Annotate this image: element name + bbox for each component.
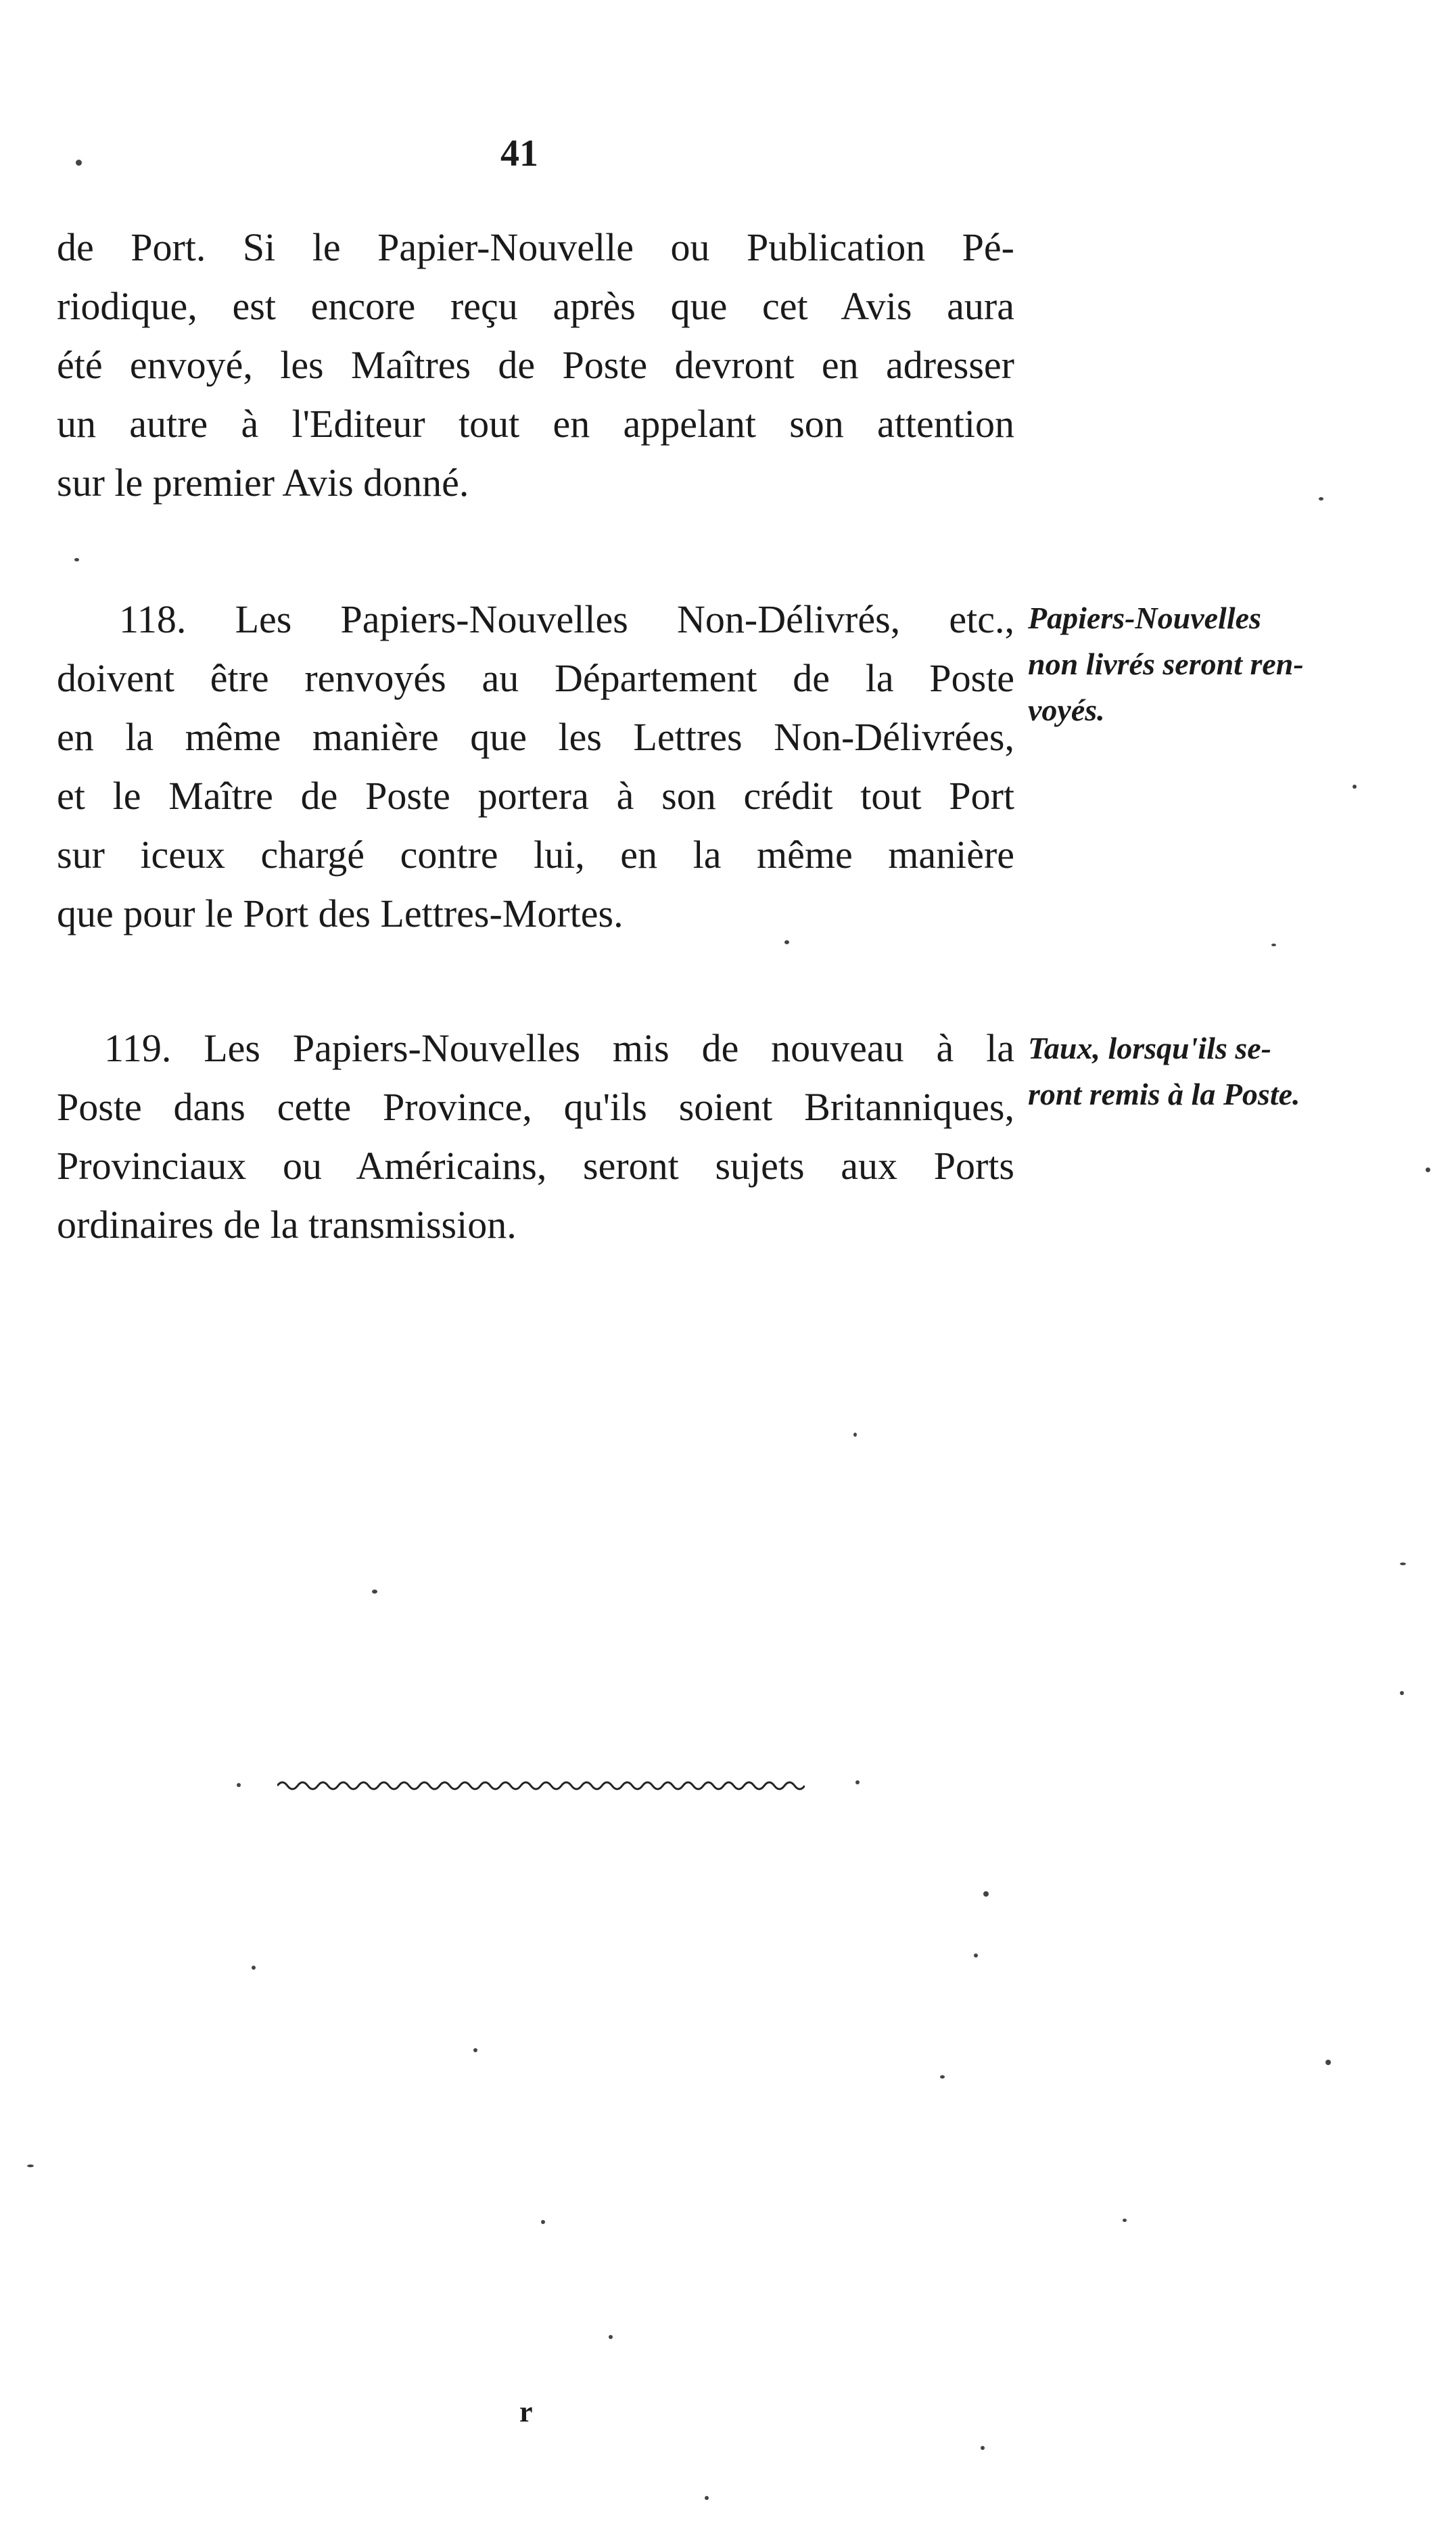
paragraph-118 [57,590,1014,943]
text-line: sur le premier Avis donné. [57,461,469,505]
text-line: et le Maître de Poste portera à son crédit tout Port [57,774,1014,818]
text-line: en la même manière que les Lettres Non-Délivrées, [57,715,1014,759]
catchword: r [519,2395,533,2428]
note-line: ront remis à la Poste. [1028,1077,1300,1111]
speck [1123,2219,1127,2222]
text-line: Poste dans cette Province, qu'ils soient Britanniques, [57,1085,1014,1129]
text-line: 119. Les Papiers-Nouvelles mis de nouveau à la [104,1026,1014,1070]
speck [372,1590,377,1594]
speck [1400,1563,1406,1565]
paragraph-119 [57,1019,1014,1254]
margin-note-119 [1028,1025,1407,1117]
speck [74,558,79,561]
speck [1426,1167,1430,1172]
text-line: Provinciaux ou Américains, seront sujets aux Ports [57,1144,1014,1188]
speck [983,1891,989,1897]
note-line: Papiers-Nouvelles [1028,601,1261,635]
margin-note-118 [1028,595,1407,733]
speck [940,2075,945,2079]
speck [1319,497,1323,501]
speck [541,2220,545,2224]
speck [981,2446,985,2450]
text-line: été envoyé, les Maîtres de Poste devront en adresser [57,343,1014,387]
speck [252,1966,256,1970]
paragraph-continuation [57,218,1014,512]
text-line: riodique, est encore reçu après que cet Avis aura [57,284,1014,328]
speck [974,1953,978,1958]
speck [853,1433,857,1437]
note-line: voyés. [1028,693,1105,727]
speck [705,2496,709,2500]
text-line: sur iceux chargé contre lui, en la même manière [57,833,1014,877]
text-line: de Port. Si le Papier-Nouvelle ou Publication Pé- [57,225,1014,269]
wavy-rule-ornament [277,1778,805,1794]
speck [609,2335,613,2339]
text-line: ordinaires de la transmission. [57,1203,517,1247]
speck [1353,785,1357,789]
text-line: 118. Les Papiers-Nouvelles Non-Délivrés, etc., [119,597,1014,641]
speck [76,160,82,166]
speck [473,2048,477,2052]
speck [237,1783,241,1787]
text-line: un autre à l'Editeur tout en appelant son attention [57,402,1014,446]
speck [855,1780,860,1784]
note-line: Taux, lorsqu'ils se- [1028,1031,1272,1065]
speck [784,940,789,944]
page-number: 41 [500,133,538,175]
speck [1325,2060,1331,2065]
speck [1400,1691,1404,1695]
note-line: non livrés seront ren- [1028,647,1304,681]
speck [27,2165,34,2167]
text-line: doivent être renvoyés au Département de la Poste [57,656,1014,700]
text-line: que pour le Port des Lettres-Mortes. [57,892,624,935]
speck [1271,944,1276,946]
